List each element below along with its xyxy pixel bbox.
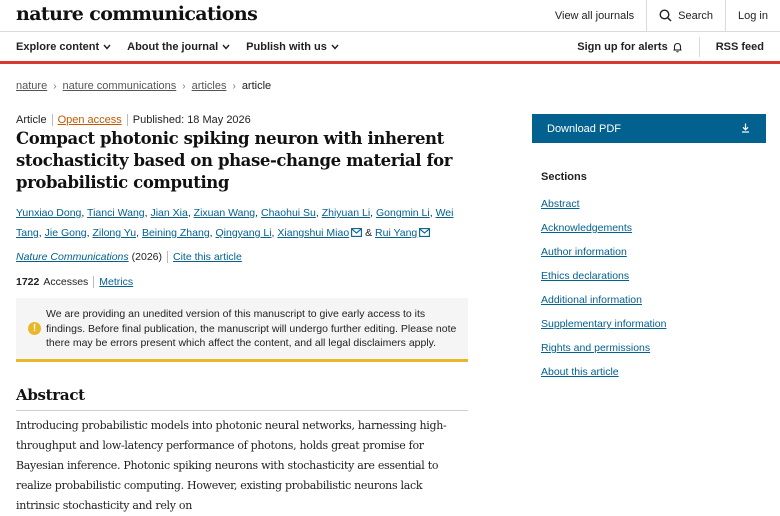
author-list: Yunxiao Dong, Tianci Wang, Jian Xia, Zixuan Wang, Chaohui Su, Zhiyuan Li, Gongmin Li, Wei Tang, Jie Gong, Zilong Yu, Beining Zhang, Qingyang Li, Xiangshui Miao & Rui Yang xyxy=(16,207,454,239)
journal-logo[interactable]: nature communications xyxy=(16,3,258,25)
envelope-icon[interactable] xyxy=(351,228,362,237)
sections-heading: Sections xyxy=(541,171,587,183)
section-link-rights-permissions[interactable]: Rights and permissions xyxy=(541,342,651,354)
breadcrumb-articles[interactable]: articles xyxy=(191,80,227,92)
main-nav xyxy=(0,32,780,64)
metrics-link[interactable]: Metrics xyxy=(93,276,133,288)
breadcrumb-nature-communications[interactable]: nature communications xyxy=(62,80,177,92)
exclamation-icon: ! xyxy=(28,322,41,335)
publish-with-us-menu[interactable] xyxy=(246,41,339,53)
author-link[interactable]: Xiangshui Miao xyxy=(277,227,350,239)
notice-text: We are providing an unedited version of this manuscript to give early access to its findings. Before final publication, the manuscript will undergo further editing. Please note there may be errors present which affect the content, and all legal disclaimers apply. xyxy=(46,308,457,349)
login-link[interactable] xyxy=(725,0,780,31)
publish-with-us-label: Publish with us xyxy=(246,41,327,53)
author-link[interactable]: Beining Zhang xyxy=(141,227,210,239)
sign-up-alerts-link[interactable] xyxy=(561,37,698,57)
author-and: & xyxy=(365,227,373,239)
envelope-icon[interactable] xyxy=(419,228,430,237)
chevron-down-icon xyxy=(103,44,111,50)
abstract-heading: Abstract xyxy=(16,386,85,404)
rss-feed-label: RSS feed xyxy=(715,41,764,53)
breadcrumb-separator-icon: › xyxy=(53,80,57,92)
author-link[interactable]: Jian Xia xyxy=(150,207,188,219)
author-link[interactable]: Qingyang Li xyxy=(215,227,272,239)
bell-icon xyxy=(672,42,683,53)
author-link[interactable]: Jie Gong xyxy=(44,227,87,239)
section-link-author-information[interactable]: Author information xyxy=(541,246,627,258)
search-icon xyxy=(659,9,672,22)
article-title: Compact photonic spiking neuron with inherent stochasticity based on phase-change material for probabilistic computing xyxy=(16,129,453,192)
about-journal-menu[interactable] xyxy=(127,41,230,53)
section-link-supplementary-information[interactable]: Supplementary information xyxy=(541,318,667,330)
article-metrics xyxy=(16,276,133,288)
top-nav xyxy=(543,0,780,31)
journal-link[interactable]: Nature Communications xyxy=(16,251,129,263)
nav-actions xyxy=(561,32,780,62)
author-link[interactable]: Tianci Wang xyxy=(87,207,145,219)
publication-year: (2026) xyxy=(131,251,162,263)
section-link-abstract[interactable]: Abstract xyxy=(541,198,580,210)
rss-feed-link[interactable] xyxy=(699,37,780,57)
article-type: Article xyxy=(16,114,47,126)
sections-list xyxy=(541,198,666,390)
breadcrumb xyxy=(16,80,271,92)
author-link[interactable]: Zilong Yu xyxy=(92,227,137,239)
view-all-journals-label: View all journals xyxy=(554,9,635,22)
login-label: Log in xyxy=(738,9,768,22)
abstract-text: Introducing probabilistic models into photonic neural networks, harnessing high-throughput and low-latency performance of photons, holds great promise for Bayesian inference. Photonic spiking neurons with stochasticity are essential to realize probabilistic computing. However, existing probabilistic neurons lack intrinsic stochasticity and rely on xyxy=(16,419,447,512)
explore-content-menu[interactable] xyxy=(16,41,111,53)
section-link-ethics-declarations[interactable]: Ethics declarations xyxy=(541,270,630,282)
download-pdf-button[interactable] xyxy=(532,114,766,143)
section-link-acknowledgements[interactable]: Acknowledgements xyxy=(541,222,633,234)
breadcrumb-nature[interactable]: nature xyxy=(16,80,48,92)
breadcrumb-separator-icon: › xyxy=(182,80,186,92)
download-pdf-label: Download PDF xyxy=(547,122,621,135)
chevron-down-icon xyxy=(222,44,230,50)
accesses-count: 1722 xyxy=(16,276,40,288)
accesses-label: Accesses xyxy=(43,276,89,288)
about-journal-label: About the journal xyxy=(127,41,219,53)
search-button[interactable] xyxy=(646,0,725,31)
unedited-manuscript-notice xyxy=(16,298,468,362)
author-link[interactable]: Zhiyuan Li xyxy=(321,207,371,219)
author-link[interactable]: Gongmin Li xyxy=(376,207,430,219)
top-header xyxy=(0,0,780,32)
author-link[interactable]: Chaohui Su xyxy=(261,207,316,219)
author-link[interactable]: Zixuan Wang xyxy=(193,207,256,219)
published-date: Published: 18 May 2026 xyxy=(127,114,256,126)
breadcrumb-separator-icon: › xyxy=(232,80,236,92)
author-link[interactable]: Wei Tang xyxy=(16,207,454,239)
open-access-link[interactable]: Open access xyxy=(52,114,127,126)
article-meta xyxy=(16,114,256,126)
author-link[interactable]: Rui Yang xyxy=(375,227,418,239)
download-icon xyxy=(741,123,750,133)
cite-article-link[interactable]: Cite this article xyxy=(167,251,242,263)
journal-line xyxy=(16,251,242,263)
search-label: Search xyxy=(678,9,714,22)
section-link-additional-information[interactable]: Additional information xyxy=(541,294,642,306)
abstract-divider xyxy=(16,410,468,411)
explore-content-label: Explore content xyxy=(16,41,100,53)
breadcrumb-current: article xyxy=(241,80,272,92)
sign-up-alerts-label: Sign up for alerts xyxy=(577,41,668,53)
chevron-down-icon xyxy=(331,44,339,50)
author-link[interactable]: Yunxiao Dong xyxy=(16,207,82,219)
nav-menus xyxy=(16,32,355,62)
section-link-about-article[interactable]: About this article xyxy=(541,366,619,378)
view-all-journals-link[interactable] xyxy=(543,0,646,31)
